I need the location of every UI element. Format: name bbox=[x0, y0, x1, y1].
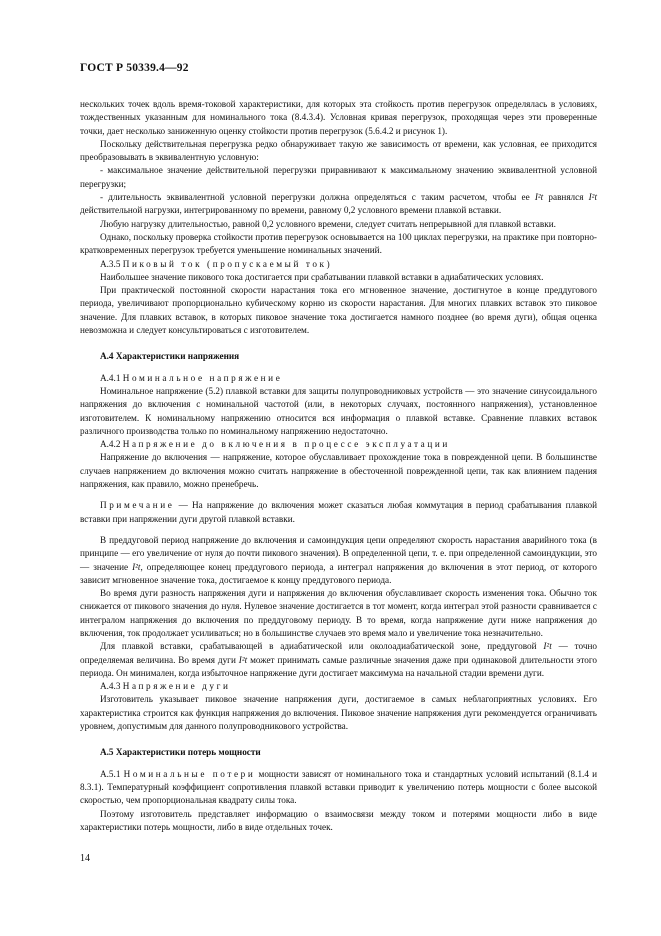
page-number: 14 bbox=[80, 853, 90, 864]
section-heading-a42: А.4.2 Напряжение до включения в процессе эксплуатации bbox=[100, 439, 450, 450]
paragraph: Напряжение до включения — напряжение, которое обуславливает прохождение тока в поврежденной цепи. В большинстве случаев напряжением до включения можно считать напряжение в обесточенной поврежденной цепи, так как влиянием падения напряжения, как правило, можно пренебречь. bbox=[80, 452, 597, 490]
paragraph: Изготовитель указывает пиковое значение напряжения дуги, достигаемое в самых неблагоприятных условиях. Его характеристика строится как функция напряжения до включения. Пиковое значение напряжения дуги рекомендуется ограничивать уровнем, допустимым для данного полупроводникового устройства. bbox=[80, 694, 597, 732]
section-heading-a41: А.4.1 Номинальное напряжение bbox=[100, 372, 283, 383]
paragraph: Номинальное напряжение (5.2) плавкой вставки для защиты полупроводниковых устройств — это значение синусоидального напряжения до включения с номинальной частотой (или, в некоторых случаях, постоянного напряжения), установленное изготовителем. К номинальному напряжению относится вся информация о плавкой вставке. Сравнение плавких вставок различного производства только по номинальному напряжению недостаточно. bbox=[80, 385, 597, 436]
paragraph: Поэтому изготовитель представляет информацию о взаимосвязи между током и потерями мощности либо в виде характеристики потерь мощности, либо в виде отдельных точек. bbox=[80, 808, 597, 832]
section-title-a4: А.4 Характеристики напряжения bbox=[100, 351, 240, 362]
note: Примечание — На напряжение до включения может сказаться любая коммутация в период срабатывания плавкой вставки при напряжении дуги другой плавкой вставки. bbox=[80, 500, 598, 524]
paragraph: При практической постоянной скорости нарастания тока его мгновенное значение, достигнутое в конце преддугового периода, увеличивают пропорционально кубическому корню из скорости нарастания. Для многих плавких вставок это пиковое значение. Для плавких вставок, в которых пиковое значение тока достигается намного позднее (во время дуги), общая оценка невозможна и следует консультироваться с изготовителем. bbox=[80, 285, 597, 336]
paragraph: Во время дуги разность напряжения дуги и напряжения до включения обуславливает скорость изменения тока. Обычно ток снижается от пикового значения до нуля. Нулевое значение достигается в тот момент, когда интеграл этой разности сравнивается с интегралом напряжения до включения по преддуговому периоду. В то время, когда напряжение дуги ниже напряжения до включения, ток продолжает усиливаться; но в большинстве случаев это время мало и увеличение тока незначительно. bbox=[80, 588, 597, 638]
document-header: ГОСТ Р 50339.4—92 bbox=[80, 62, 189, 74]
paragraph: Наибольшее значение пикового тока достигается при срабатывании плавкой вставки в адиабатических условиях. bbox=[100, 271, 544, 282]
paragraph: Для плавкой вставки, срабатывающей в адиабатической или околоадиабатической зоне, преддуговой I²t — точно определяемая величина. Во время дуги I²t может принимать самые различные значения даже при одинаковой длительности этого периода. Он минимален, когда избыточное напряжение дуги достигает максимума на начальной стадии времени дуги. bbox=[80, 641, 597, 678]
paragraph: Однако, поскольку проверка стойкости против перегрузок основывается на 100 циклах перегрузки, на практике при повторно-кратковременных перегрузок требуется уменьшение номинальных значений. bbox=[80, 231, 597, 256]
list-item: - максимальное значение действительной перегрузки приравнивают к максимальному значению эквивалентной условной перегрузки; bbox=[80, 165, 597, 189]
paragraph: Поскольку действительная перегрузка редко обнаруживает такую же зависимость от времени, как условная, ее приходится преобразовывать в эквивалентную условную: bbox=[80, 138, 597, 163]
paragraph: В преддуговой период напряжение до включения и самоиндукция цепи определяют скорость нарастания аварийного тока (в принципе — его увеличение от нуля до почти пикового значения). В определенной цепи, т. е. при определенной самоиндукции, это — значение I²t, определяющее конец преддугового периода, а интеграл напряжения до включения в этот период, от которого зависит мгновенное значение тока, достигаемое к концу преддугового периода. bbox=[80, 534, 597, 585]
paragraph: А.5.1 Номинальные потери мощности зависят от номинального тока и стандартных условий испытаний (8.1.4 и 8.3.1). Температурный коэффициент сопротивления плавкой вставки приводит к увеличению потерь мощности с более высокой скоростью, чем пропорциональная квадрату силы тока. bbox=[80, 768, 598, 806]
formula: I²t bbox=[132, 561, 141, 572]
paragraph: Любую нагрузку длительностью, равной 0,2 условного времени, следует считать непрерывной для плавкой вставки. bbox=[100, 218, 556, 229]
section-heading-a35: А.3.5 Пиковый ток (пропускаемый ток) bbox=[100, 258, 333, 269]
section-title-a5: А.5 Характеристики потерь мощности bbox=[100, 747, 261, 758]
paragraph: нескольких точек вдоль время-токовой характеристики, для которых эта стойкость против перегрузок определялась в условиях, тождественных указанным для номинального тока (8.4.3.4). Условная кривая перегрузок, проходящая через эти проверенные точки, дает несколько заниженную оценку стойкости против перегрузок (5.6.4.2 и рисунок 1). bbox=[80, 99, 597, 136]
formula: I²t bbox=[543, 641, 552, 652]
list-item: - длительность эквивалентной условной перегрузки должна определяться с таким расчетом, чтобы ее I²t равнялся I²t действительной нагрузки, интегрированному по времени, равному 0,2 условного времени плавкой вставки. bbox=[80, 192, 597, 216]
formula: I²t bbox=[238, 654, 248, 665]
section-heading-a43: А.4.3 Напряжение дуги bbox=[100, 681, 231, 692]
formula: I²t bbox=[534, 192, 544, 203]
document-page bbox=[80, 62, 597, 834]
formula: I²t bbox=[588, 192, 597, 203]
